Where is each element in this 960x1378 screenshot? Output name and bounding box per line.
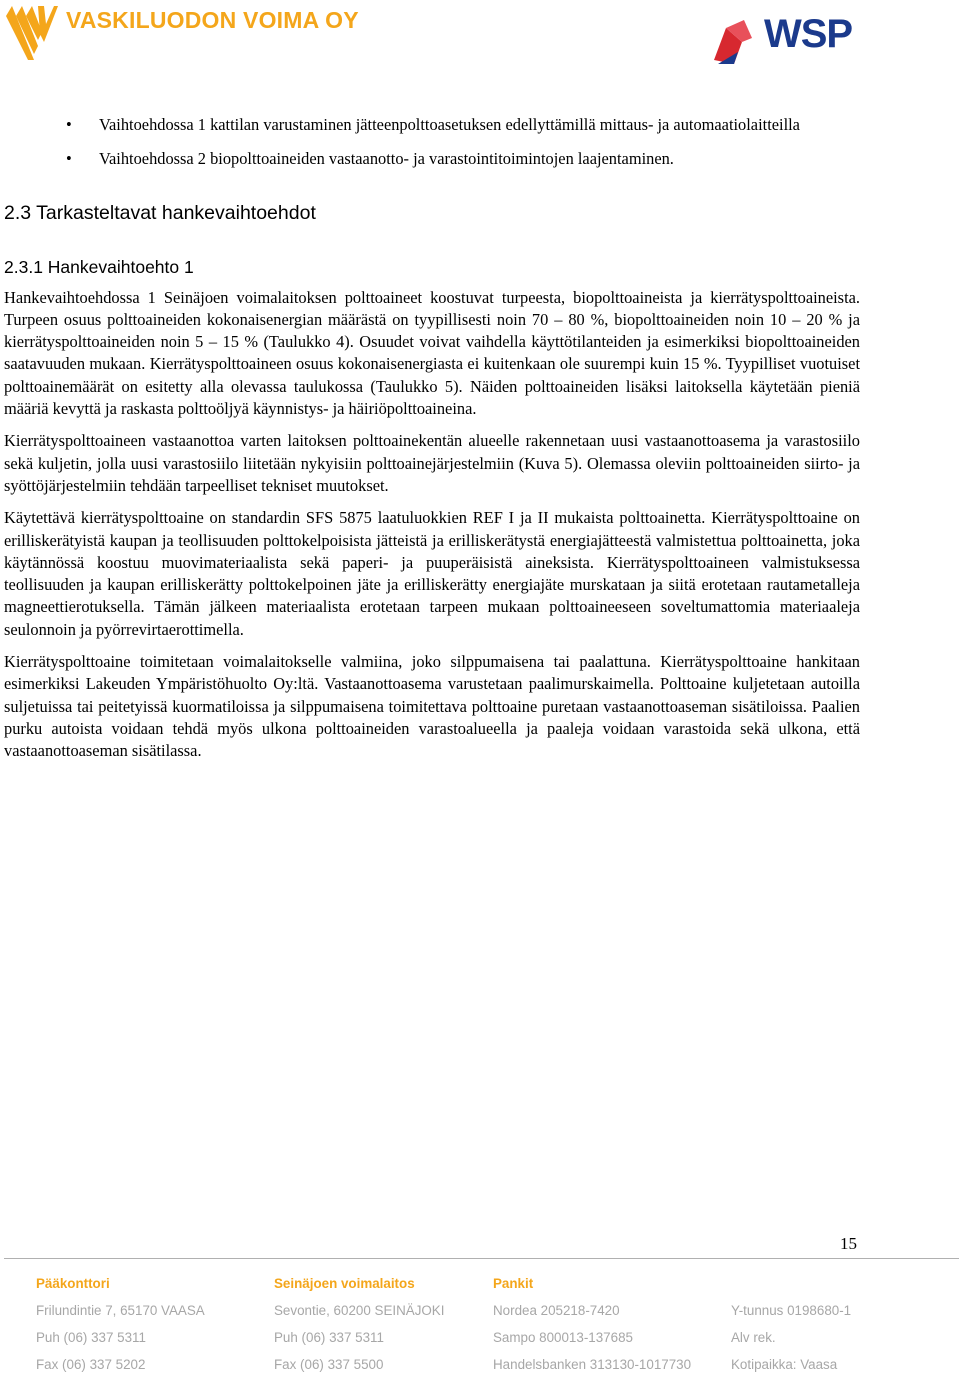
footer-line: Y-tunnus 0198680-1	[731, 1303, 852, 1318]
list-item	[4, 148, 860, 170]
footer-line: Sevontie, 60200 SEINÄJOKI	[274, 1303, 445, 1318]
footer-line: Puh (06) 337 5311	[36, 1330, 146, 1345]
footer-column-banks	[493, 1270, 691, 1378]
footer-line: Fax (06) 337 5500	[274, 1357, 384, 1372]
footer-divider	[4, 1258, 959, 1259]
paragraph: Kierrätyspolttoaine toimitetaan voimalaitokselle valmiina, joko silppumaisena tai paalattuna. Kierrätyspolttoaine hankitaan esimerkiksi Lakeuden Ympäristöhuolto Oy:ltä. Vastaanottoasema varustetaan paalimurskaimella. Polttoaine kuljetetaan autoilla suljetuissa tai peitetyissä kuormatiloissa ja silppumaisena toimitettava polttoaine puretaan vastaanottoaseman sisätiloissa. Paalien purku autoista voidaan tehdä myös ulkona polttoaineiden varastoalueella ja paaleja voidaan varastoida sekä ulkona, että vastaanottoaseman sisätilassa.	[4, 652, 860, 761]
footer-line: Puh (06) 337 5311	[274, 1330, 384, 1345]
footer-column-power-plant	[274, 1270, 444, 1378]
list-item	[4, 114, 860, 136]
list-item-text: Vaihtoehdossa 1 kattilan varustaminen jätteenpolttoasetuksen edellyttämillä mittaus- ja automaatiolaitteilla	[99, 115, 800, 134]
bullet-list	[4, 114, 860, 171]
page-number: 15	[840, 1234, 857, 1253]
footer-heading: Pääkonttori	[36, 1276, 110, 1291]
company-name: VASKILUODON VOIMA OY	[66, 7, 359, 33]
page-header	[0, 0, 960, 70]
section-heading: 2.3 Tarkasteltavat hankevaihtoehdot	[4, 201, 316, 224]
footer-line: Sampo 800013-137685	[493, 1330, 633, 1345]
vaskiluodon-voima-logo-icon	[4, 2, 60, 62]
bullet-icon: •	[66, 115, 72, 134]
document-body	[4, 114, 860, 763]
footer-heading	[731, 1270, 851, 1297]
footer-column-head-office	[36, 1270, 205, 1378]
bullet-icon: •	[66, 149, 72, 169]
footer-line: Nordea 205218-7420	[493, 1303, 620, 1318]
paragraph: Kierrätyspolttoaineen vastaanottoa varten laitoksen polttoainekentän alueelle rakennetaan uusi vastaanottoasema ja varastosiilo sekä kuljetin, jolla uusi varastosiilo liitetään nykyisiin polttoainejärjestelmiin (Kuva 5). Olemassa oleviin polttoaineiden siirto- ja syöttöjärjestelmiin tehdään tarpeelliset tekniset muutokset.	[4, 431, 860, 495]
paragraph: Hankevaihtoehdossa 1 Seinäjoen voimalaitoksen polttoaineet koostuvat turpeesta, biopolttoaineista ja kierrätyspolttoaineista. Turpeen osuus polttoaineiden kokonaisenergian määrästä on tyypillisesti noin 70 – 80 %, biopolttoaineiden noin 10 – 20 % ja kierrätyspolttoaineiden noin 5 – 15 % (Taulukko 4). Osuudet voivat vaihdella käyttötilanteiden ja esimerkiksi biopolttoaineiden saatavuuden mukaan. Kierrätyspolttoaineen osuus kokonaisenergiasta ei kuitenkaan ole suurempi kuin 15 %. Tyypilliset vuotuiset polttoainemäärät on esitetty alla olevassa taulukossa (Taulukko 5). Näiden polttoaineiden lisäksi laitoksella käytetään pieniä määriä kevyttä ja raskasta polttoöljyä käynnistys- ja häiriöpolttoaineina.	[4, 287, 860, 419]
footer-column-company-info	[731, 1270, 851, 1378]
footer-line: Alv rek.	[731, 1330, 776, 1345]
list-item-text: Vaihtoehdossa 2 biopolttoaineiden vastaanotto- ja varastointitoimintojen laajentaminen.	[99, 149, 674, 169]
footer-heading: Seinäjoen voimalaitos	[274, 1276, 415, 1291]
wsp-logo-text: WSP	[764, 12, 853, 56]
footer-line: Handelsbanken 313130-1017730	[493, 1357, 692, 1372]
subsection-heading: 2.3.1 Hankevaihtoehto 1	[4, 256, 194, 277]
footer-line: Fax (06) 337 5202	[36, 1357, 146, 1372]
footer-heading: Pankit	[493, 1276, 534, 1291]
paragraph: Käytettävä kierrätyspolttoaine on standardin SFS 5875 laatuluokkien REF I ja II mukaista polttoainetta. Kierrätyspolttoaine on erilliskerätyistä kaupan ja teollisuuden polttokelpoisista jätteistä ja erilliskerätystä energiajätteestä valmistettua polttoainetta, joka käytännössä koostuu muovimateriaalista sekä paperi- ja puuperäisistä aineksista. Kierrätyspolttoaineen valmistuksessa teollisuuden ja kaupan erilliskerätty polttokelpoinen jäte ja erilliskerätty energiajäte murskataan ja siitä erotetaan rautametalleja magneettierotuksella. Tämän jälkeen materiaalista erotetaan tarpeen mukaan polttoaineeseen soveltumattomia materiaaleja seulonnoin ja pyörrevirtaerottimella.	[4, 508, 860, 639]
footer-line: Frilundintie 7, 65170 VAASA	[36, 1303, 205, 1318]
footer-line: Kotipaikka: Vaasa	[731, 1357, 838, 1372]
